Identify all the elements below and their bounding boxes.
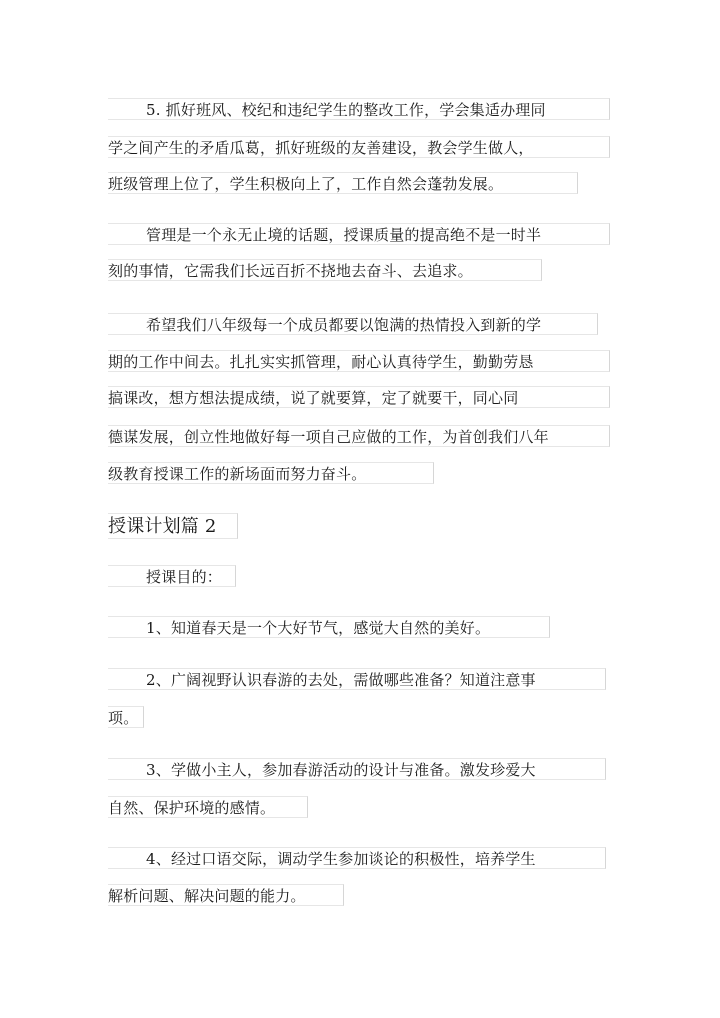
- paragraph-line: 德谋发展，创立性地做好每一项自己应做的工作，为首创我们八年: [108, 425, 610, 447]
- paragraph-line: 班级管理上位了，学生积极向上了，工作自然会蓬勃发展。: [108, 172, 578, 194]
- paragraph-line: 期的工作中间去。扎扎实实抓管理，耐心认真待学生，勤勤劳恳: [108, 350, 610, 372]
- paragraph-line: 管理是一个永无止境的话题，授课质量的提高绝不是一时半: [108, 223, 610, 245]
- paragraph-line: 5. 抓好班风、校纪和违纪学生的整改工作，学会集适办理同: [108, 98, 610, 120]
- objective-line: 解析问题、解决问题的能力。: [108, 884, 344, 906]
- objectives-label: 授课目的：: [108, 565, 236, 587]
- paragraph-line: 级教育授课工作的新场面而努力奋斗。: [108, 462, 434, 484]
- paragraph-line: 刻的事情，它需我们长远百折不挠地去奋斗、去追求。: [108, 259, 542, 281]
- objective-line: 1、知道春天是一个大好节气，感觉大自然的美好。: [108, 616, 550, 638]
- objective-line: 项。: [108, 706, 144, 728]
- paragraph-line: 希望我们八年级每一个成员都要以饱满的热情投入到新的学: [108, 313, 598, 335]
- paragraph-line: 学之间产生的矛盾瓜葛，抓好班级的友善建设，教会学生做人，: [108, 136, 610, 158]
- paragraph-line: 搞课改，想方想法提成绩，说了就要算，定了就要干，同心同: [108, 386, 610, 408]
- section-title: 授课计划篇 2: [108, 513, 238, 539]
- objective-line: 自然、保护环境的感情。: [108, 796, 308, 818]
- objective-line: 2、广阔视野认识春游的去处，需做哪些准备？知道注意事: [108, 668, 606, 690]
- objective-line: 3、学做小主人，参加春游活动的设计与准备。激发珍爱大: [108, 758, 606, 780]
- objective-line: 4、经过口语交际，调动学生参加谈论的积极性，培养学生: [108, 847, 606, 869]
